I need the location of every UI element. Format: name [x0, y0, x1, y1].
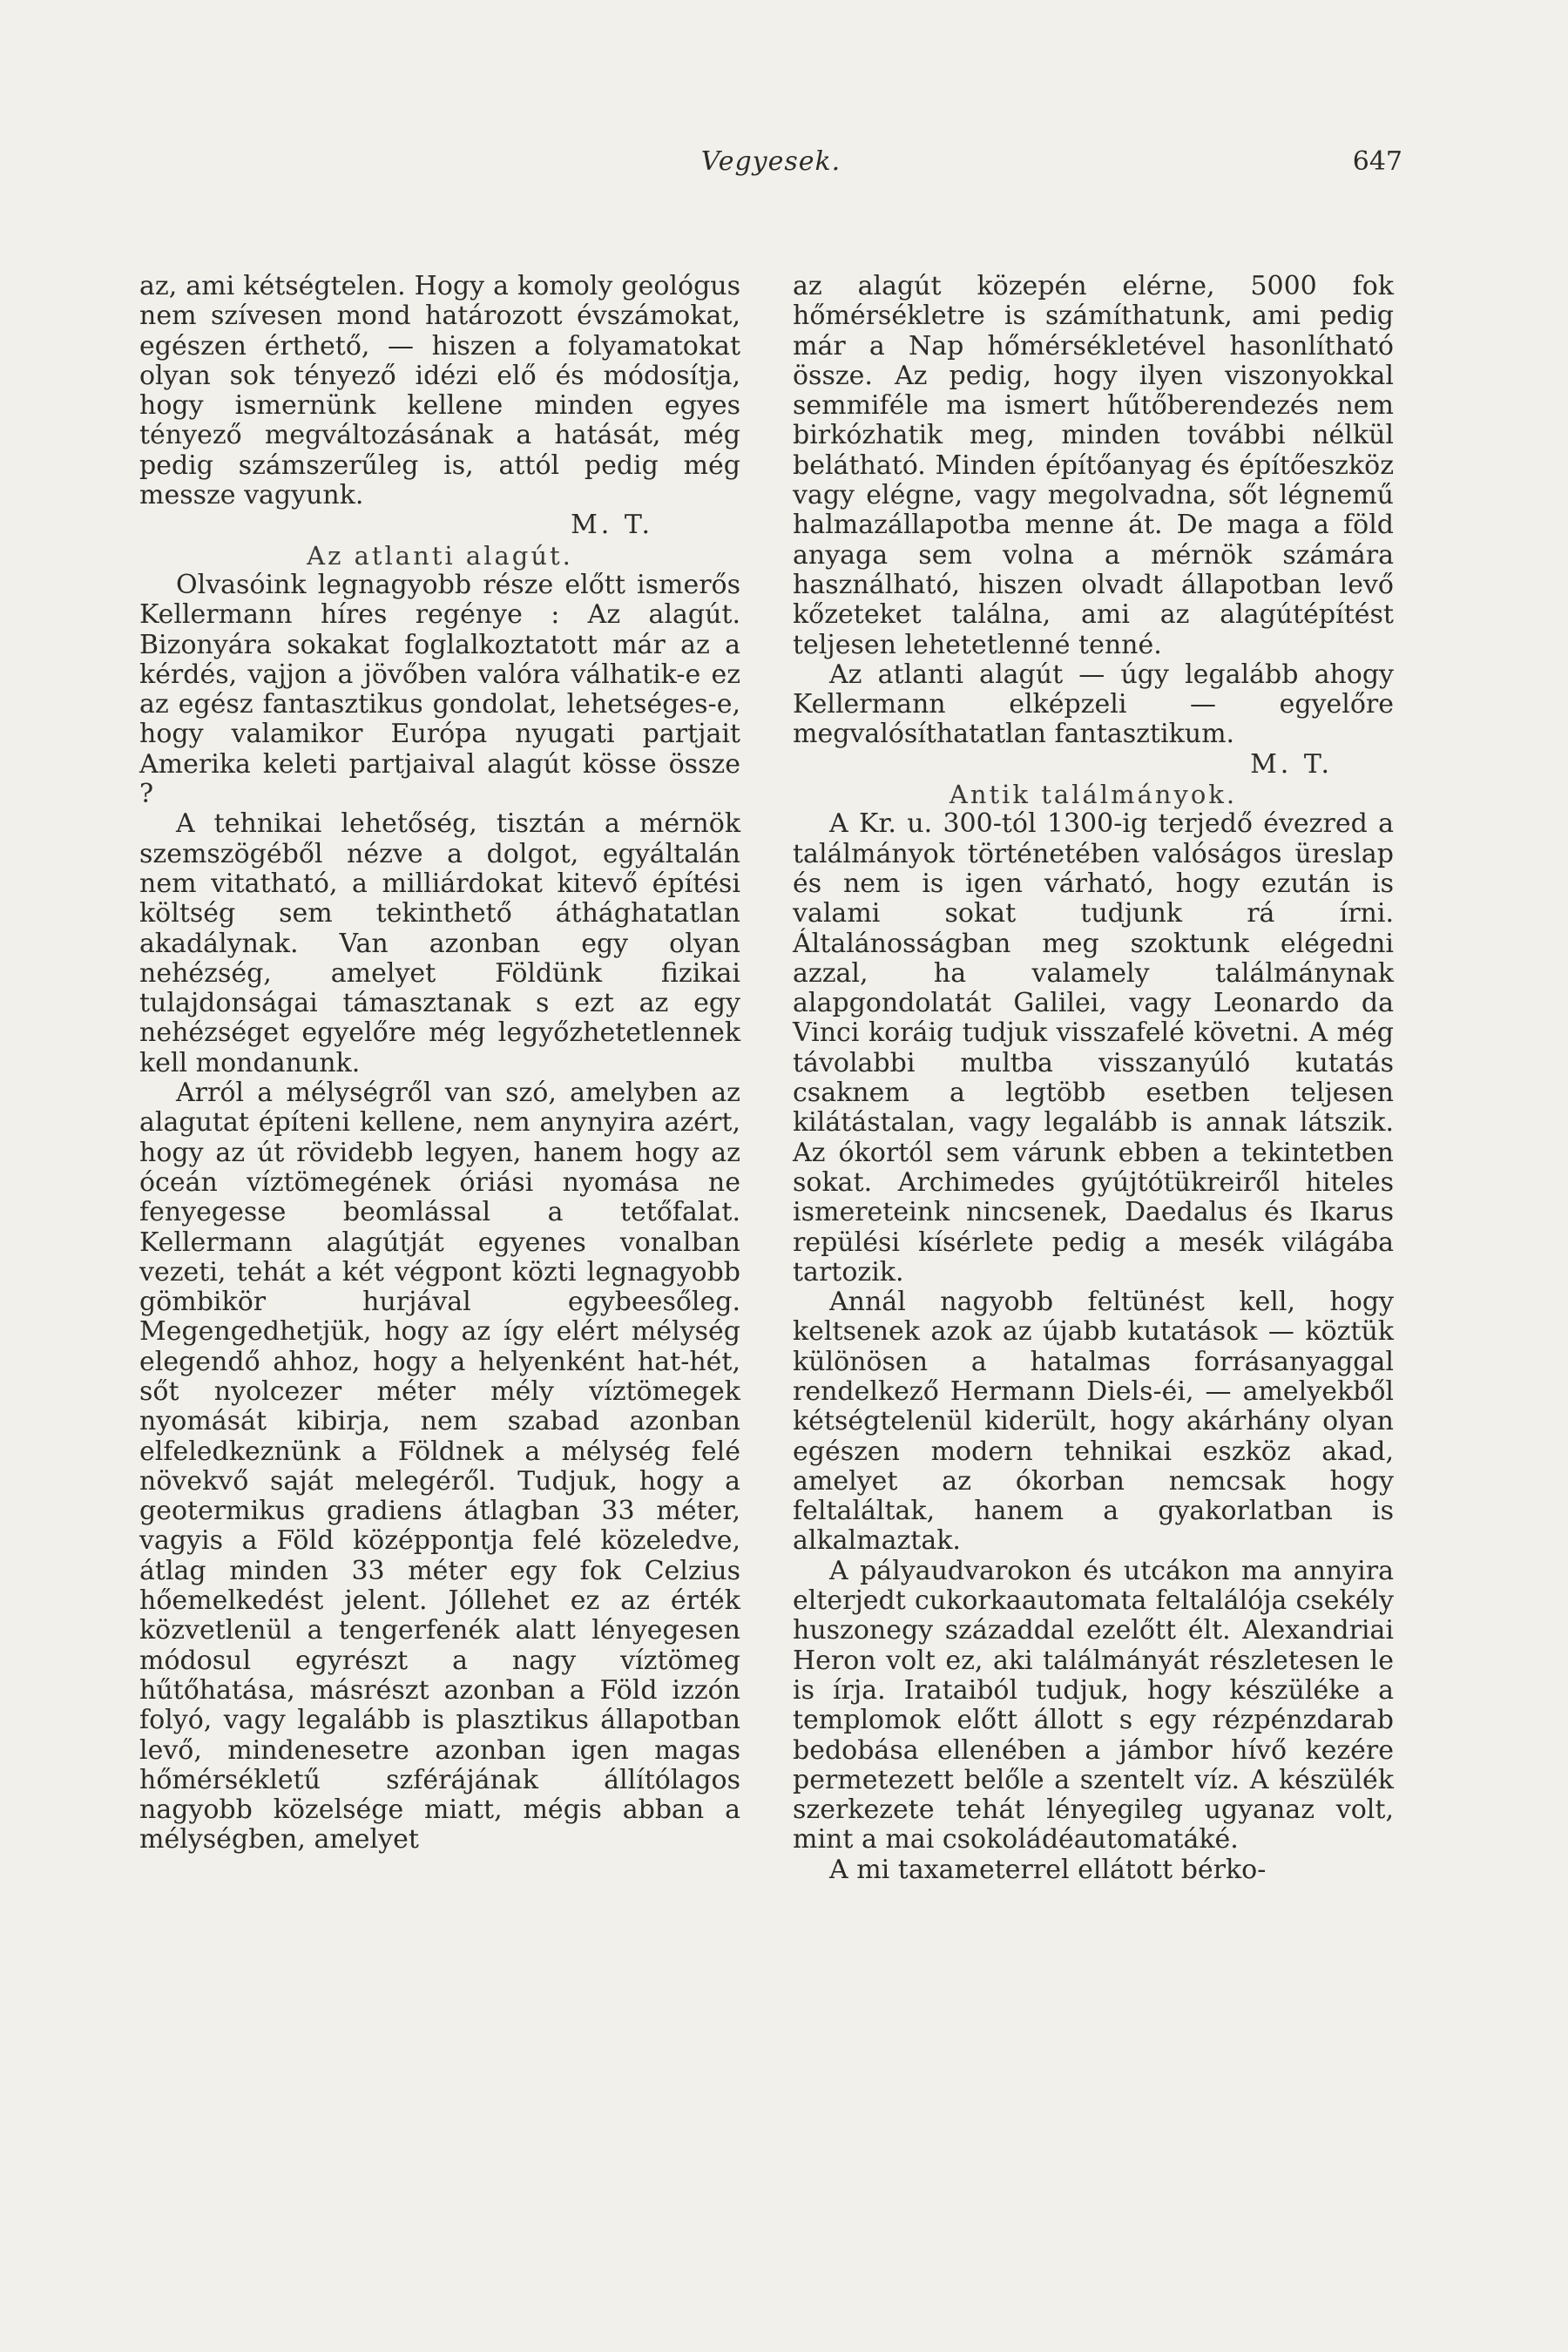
author-signature: M. T.: [571, 510, 653, 541]
paragraph: az alagút közepén elérne, 5000 fok hőmérsékletre is számíthatunk, ami pedig már a Nap hőmérsékletével hasonlítható össze. Az pedig, hogy ilyen viszonyokkal semmiféle ma ismert hűtőberendezés nem birkózhatik meg, minden további nélkül belátható. Minden építőanyag és építőeszköz vagy elégne, vagy megolvadna, sőt légnemű halmazállapotba menne át. De maga a föld anyaga sem volna a mérnök számára használható, hiszen olvadt állapotban levő kőzeteket találna, ami az alagútépítést teljesen lehetetlenné tenné.: [793, 271, 1394, 660]
author-signature: M. T.: [1250, 748, 1333, 780]
running-head: [139, 146, 1402, 190]
page-number: 647: [1352, 146, 1402, 177]
paragraph: A mi taxameterrel ellátott bérko-: [829, 1854, 1267, 1885]
paragraph: A pályaudvarokon és utcákon ma annyira elterjedt cukorkaautomata feltalálója csekély huszonegy századdal ezelőtt élt. Alexandriai Heron volt ez, aki találmányát részletesen le is írja. Irataiból tudjuk, hogy készüléke a templomok előtt állott s egy rézpénzdarab bedobása ellenében a jámbor hívő kezére permetezett belőle a szentelt víz. A készülék szerkezete tehát lényegileg ugyanaz volt, mint a mai csokoládéautomatáké.: [793, 1555, 1394, 1855]
running-title: Vegyesek.: [700, 146, 841, 177]
section-title-antik-talalmanyok: Antik találmányok.: [949, 780, 1238, 810]
left-column: [139, 272, 740, 1855]
paragraph: A Kr. u. 300-tól 1300-ig terjedő évezred a találmányok történetében valóságos üreslap és nem is igen várható, hogy ezután is valami sokat tudjunk rá írni. Általánosságban meg szoktunk elégedni azzal, ha valamely találmánynak alapgondolatát Galilei, vagy Leonardo da Vinci koráig tudjuk visszafelé követni. A még távolabbi multba visszanyúló kutatás csaknem a legtöbb esetben teljesen kilátástalan, vagy legalább is annak látszik. Az ókortól sem várunk ebben a tekintetben sokat. Archimedes gyújtótükreiről hiteles ismereteink nincsenek, Daedalus és Ikarus repülési kísérlete pedig a mesék világába tartozik.: [793, 808, 1394, 1288]
paragraph: A tehnikai lehetőség, tisztán a mérnök szemszögéből nézve a dolgot, egyáltalán nem vitatható, a milliárdokat kitevő építési költség sem tekinthető áthághatatlan akadálynak. Van azonban egy olyan nehézség, amelyet Földünk fizikai tulajdonságai támasztanak s ezt az egy nehézséget egyelőre még legyőzhetetlennek kell mondanunk.: [139, 808, 740, 1078]
section-title-atlanti-alagut: Az atlanti alagút.: [307, 540, 573, 571]
paragraph: Az atlanti alagút — úgy legalább ahogy Kellermann elképzeli — egyelőre megvalósíthatatlan fantasztikum.: [793, 659, 1394, 750]
paragraph: az, ami kétségtelen. Hogy a komoly geológus nem szívesen mond határozott évszámokat, egészen érthető, — hiszen a folyamatokat olyan sok tényező idézi elő és módosítja, hogy ismernünk kellene minden egyes tényező megváltozásának a hatását, még pedig számszerűleg is, attól pedig még messze vagyunk.: [139, 271, 740, 511]
right-column: [793, 272, 1394, 1885]
paragraph: Olvasóink legnagyobb része előtt ismerős Kellermann híres regénye : Az alagút. Bizonyára sokakat foglalkoztatott már az a kérdés, vajjon a jövőben valóra válhatik-e ez az egész fantasztikus gondolat, lehetséges-e, hogy valamikor Európa nyugati partjait Amerika keleti partjaival alagút kösse össze ?: [139, 569, 740, 810]
paragraph: Annál nagyobb feltünést kell, hogy keltsenek azok az újabb kutatások — köztük különösen a hatalmas forrásanyaggal rendelkező Hermann Diels-éi, — amelyekből kétségtelenül kiderült, hogy akárhány olyan egészen modern tehnikai eszköz akad, amelyet az ókorban nemcsak hogy feltaláltak, hanem a gyakorlatban is alkalmaztak.: [793, 1287, 1394, 1557]
paragraph: Arról a mélységről van szó, amelyben az alagutat építeni kellene, nem anynyira azért, hogy az út rövidebb legyen, hanem hogy az óceán víztömegének óriási nyomása ne fenyegesse beomlással a tetőfalat. Kellermann alagútját egyenes vonalban vezeti, tehát a két végpont közti legnagyobb gömbikör hurjával egybeesőleg. Megengedhetjük, hogy az így elért mélység elegendő ahhoz, hogy a helyenként hat-hét, sőt nyolcezer méter mély víztömegek nyomását kibirja, nem szabad azonban elfeledkeznünk a Földnek a mélység felé növekvő saját melegéről. Tudjuk, hogy a geotermikus gradiens átlagban 33 méter, vagyis a Föld középpontja felé közeledve, átlag minden 33 méter egy fok Celzius hőemelkedést jelent. Jóllehet ez az érték közvetlenül a tengerfenék alatt lényegesen módosul egyrészt a nagy víztömeg hűtőhatása, másrészt azonban a Föld izzón folyó, vagy legalább is plasztikus állapotban levő, mindenesetre azonban igen magas hőmérsékletű szférájának állítólagos nagyobb közelsége miatt, mégis abban a mélységben, amelyet: [139, 1078, 740, 1855]
